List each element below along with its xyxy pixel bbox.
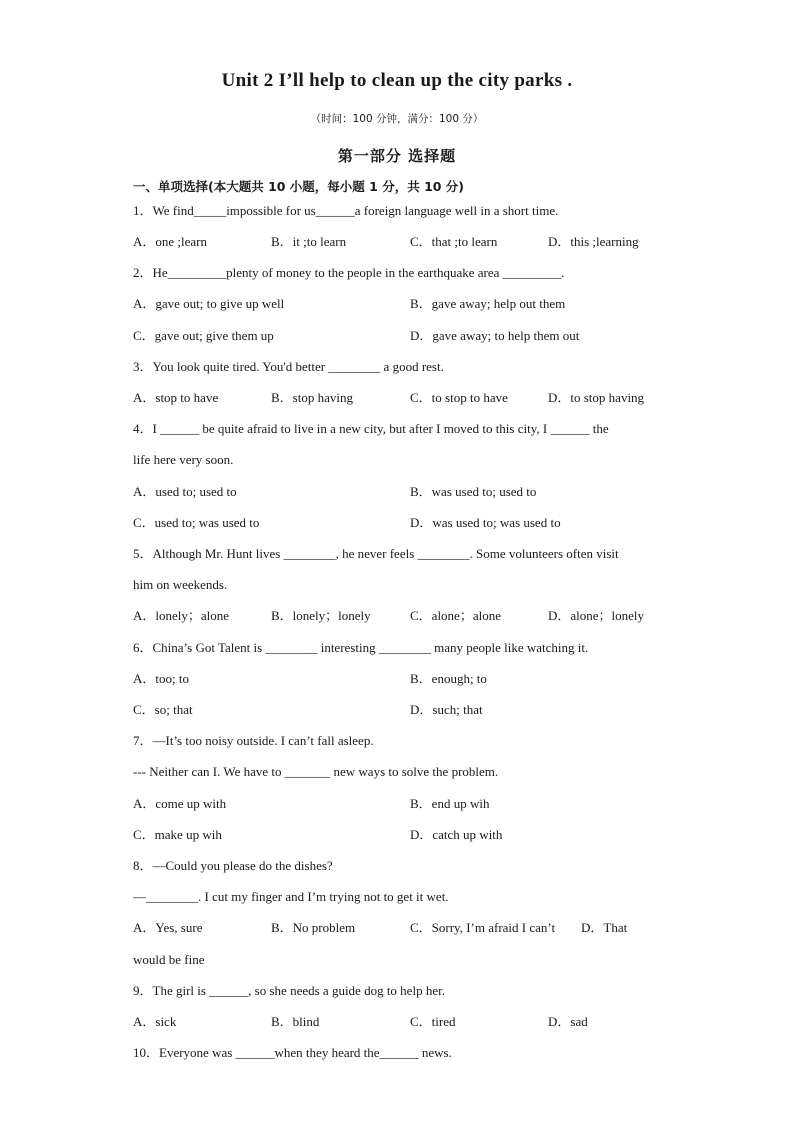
question-7: 7．—It’s too noisy outside. I can’t fall asleep. [133, 733, 374, 748]
question-3: 3．You look quite tired. You'd better ________ a good rest. [133, 359, 444, 374]
question-4: 4．I ______ be quite afraid to live in a new city, but after I moved to this city, I ______ the [133, 421, 609, 436]
q2-option-d: D．gave away; to help them out [410, 328, 580, 343]
q5-option-b: B．lonely；lonely [271, 608, 371, 623]
section-heading: 一、单项选择(本大题共 10 小题，每小题 1 分，共 10 分) [133, 179, 465, 194]
q5-option-a: A．lonely；alone [133, 608, 230, 623]
part-heading: 第一部分 选择题 [337, 147, 457, 165]
q3-option-d: D．to stop having [548, 390, 645, 405]
q8-option-d: D．That [581, 920, 628, 935]
q6-option-a: A．too; to [133, 671, 189, 686]
q5-option-d: D．alone；lonely [548, 608, 645, 623]
question-7-continued: --- Neither can I. We have to _______ new ways to solve the problem. [133, 764, 499, 779]
q8-option-c: C．Sorry, I’m afraid I can’t [410, 920, 556, 935]
q1-option-d: D．this ;learning [548, 234, 639, 249]
q4-option-b: B．was used to; used to [410, 484, 537, 499]
document-title: Unit 2 I’ll help to clean up the city parks . [221, 70, 573, 91]
q1-option-a: A．one ;learn [133, 234, 208, 249]
q4-option-d: D．was used to; was used to [410, 515, 561, 530]
question-1: 1．We find_____impossible for us______a foreign language well in a short time. [133, 203, 559, 218]
q8-option-b: B．No problem [271, 920, 356, 935]
q6-option-c: C．so; that [133, 702, 193, 717]
question-5-continued: him on weekends. [133, 577, 228, 592]
question-6: 6．China’s Got Talent is ________ interesting ________ many people like watching it. [133, 640, 589, 655]
exam-info: （时间：100 分钟，满分：100 分） [310, 113, 484, 125]
q2-option-a: A．gave out; to give up well [133, 296, 285, 311]
question-4-continued: life here very soon. [133, 452, 234, 467]
question-8: 8．—Could you please do the dishes? [133, 858, 333, 873]
question-8-continued: —________. I cut my finger and I’m trying not to get it wet. [133, 889, 449, 904]
q1-option-c: C．that ;to learn [410, 234, 498, 249]
question-10: 10．Everyone was ______when they heard the______ news. [133, 1045, 452, 1060]
question-2: 2．He_________plenty of money to the people in the earthquake area _________. [133, 265, 565, 280]
q9-option-c: C．tired [410, 1014, 456, 1029]
q7-option-a: A．come up with [133, 796, 227, 811]
q3-option-c: C．to stop to have [410, 390, 508, 405]
q3-option-b: B．stop having [271, 390, 353, 405]
q9-option-a: A．sick [133, 1014, 177, 1029]
q7-option-c: C．make up wih [133, 827, 222, 842]
q6-option-d: D．such; that [410, 702, 483, 717]
q7-option-b: B．end up wih [410, 796, 490, 811]
question-5: 5．Although Mr. Hunt lives ________, he never feels ________. Some volunteers often visit [133, 546, 619, 561]
q4-option-a: A．used to; used to [133, 484, 237, 499]
q4-option-c: C．used to; was used to [133, 515, 260, 530]
q7-option-d: D．catch up with [410, 827, 503, 842]
q2-option-c: C．gave out; give them up [133, 328, 274, 343]
q5-option-c: C．alone；alone [410, 608, 501, 623]
q9-option-d: D．sad [548, 1014, 588, 1029]
q3-option-a: A．stop to have [133, 390, 219, 405]
q8-option-a: A．Yes, sure [133, 920, 203, 935]
q9-option-b: B．blind [271, 1014, 320, 1029]
question-9: 9．The girl is ______, so she needs a guide dog to help her. [133, 983, 445, 998]
q8-option-d-continued: would be fine [133, 952, 205, 967]
q1-option-b: B．it ;to learn [271, 234, 347, 249]
q2-option-b: B．gave away; help out them [410, 296, 566, 311]
q6-option-b: B．enough; to [410, 671, 487, 686]
